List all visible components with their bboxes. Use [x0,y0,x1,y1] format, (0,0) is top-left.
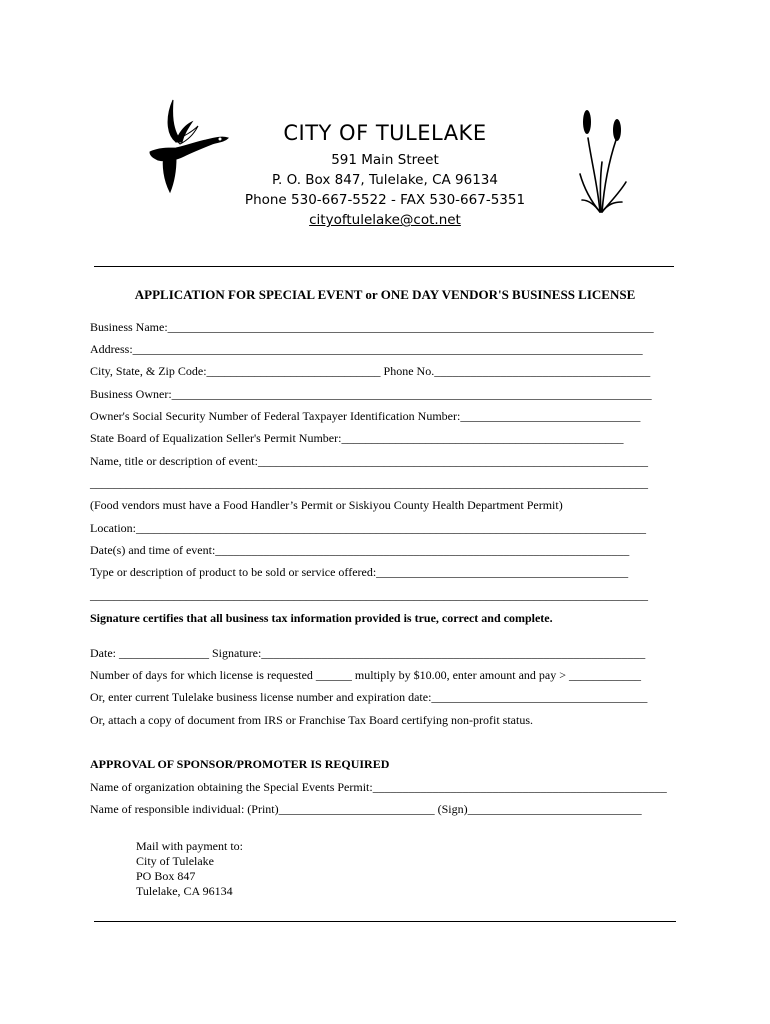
mailing-po-box: PO Box 847 [136,869,196,883]
product-description-field[interactable]: Type or description of product to be sold or service offered:__________________________________________ [90,565,629,579]
product-description-continuation-field[interactable]: _____________________________________________________________________________________________ [90,588,648,602]
organization-name-field[interactable]: Name of organization obtaining the Special Events Permit:_________________________________________________ [90,780,667,794]
email-link[interactable]: cityoftulelake@cot.net [309,212,461,228]
city-name: CITY OF TULELAKE [283,121,487,145]
footer-divider [94,921,676,922]
certification-statement: Signature certifies that all business tax information provided is true, correct and complete. [90,611,553,625]
city-state-zip-phone-field[interactable]: City, State, & Zip Code:_____________________________ Phone No.____________________________________ [90,364,651,378]
po-box-address: P. O. Box 847, Tulelake, CA 96134 [272,172,498,188]
event-name-field[interactable]: Name, title or description of event:_________________________________________________________________ [90,454,648,468]
business-name-field[interactable]: Business Name:_________________________________________________________________________________ [90,320,654,334]
cattail-logo-icon [578,108,628,218]
business-owner-field[interactable]: Business Owner:________________________________________________________________________________ [90,387,652,401]
phone-fax: Phone 530-667-5522 - FAX 530-667-5351 [244,192,526,208]
date-signature-field[interactable]: Date: _______________ Signature:________________________________________________________________ [90,646,646,660]
header-divider [94,266,674,267]
days-requested-field[interactable]: Number of days for which license is requested ______ multiply by $10.00, enter amount and pay > ____________ [90,668,641,682]
responsible-individual-field[interactable]: Name of responsible individual: (Print)__________________________ (Sign)_____________________________ [90,802,642,816]
date-time-field[interactable]: Date(s) and time of event:_____________________________________________________________________ [90,543,630,557]
mailing-city: Tulelake, CA 96134 [136,884,233,898]
approval-heading: APPROVAL OF SPONSOR/PROMOTER IS REQUIRED [90,757,390,771]
mailing-name: City of Tulelake [136,854,215,868]
license-number-field[interactable]: Or, enter current Tulelake business license number and expiration date:____________________________________ [90,690,648,704]
form-title: APPLICATION FOR SPECIAL EVENT or ONE DAY VENDOR'S BUSINESS LICENSE [134,287,636,302]
mailing-intro: Mail with payment to: [136,839,243,853]
seller-permit-field[interactable]: State Board of Equalization Seller's Permit Number:_______________________________________________ [90,431,624,445]
address-field[interactable]: Address:_____________________________________________________________________________________ [90,342,643,356]
food-vendor-note: (Food vendors must have a Food Handler’s Permit or Siskiyou County Health Department Permit) [90,498,563,512]
ssn-tin-field[interactable]: Owner's Social Security Number of Federal Taxpayer Identification Number:______________________________ [90,409,641,423]
event-name-continuation-field[interactable]: _____________________________________________________________________________________________ [90,476,648,490]
street-address: 591 Main Street [331,152,439,168]
goose-logo-icon [140,96,230,196]
non-profit-note: Or, attach a copy of document from IRS or Franchise Tax Board certifying non-profit status. [90,713,534,727]
location-field[interactable]: Location:_____________________________________________________________________________________ [90,521,646,535]
